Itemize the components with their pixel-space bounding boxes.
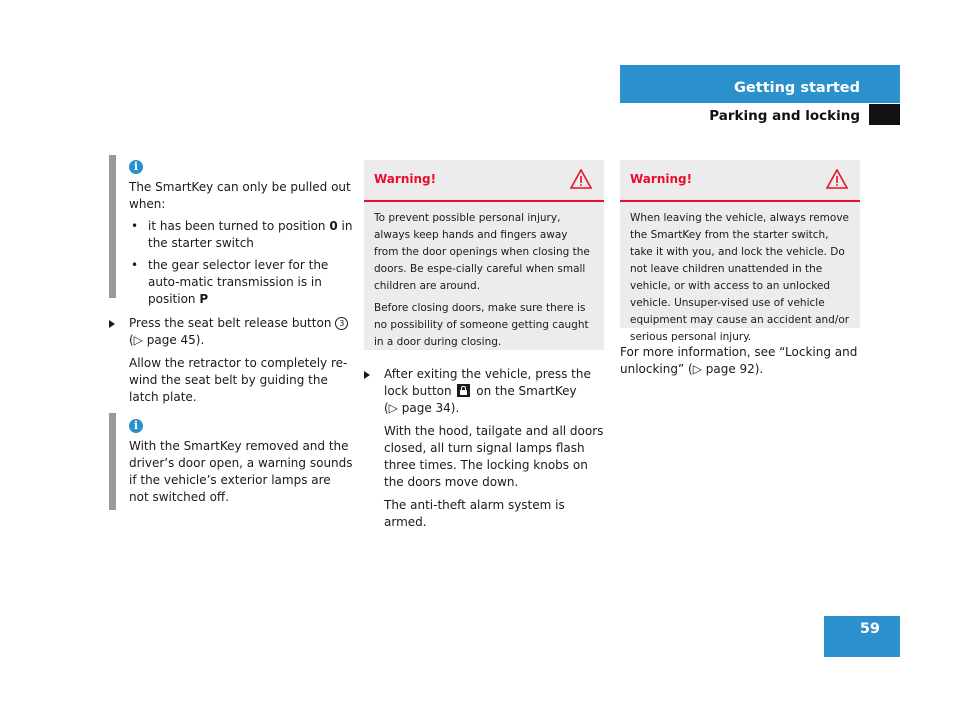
info-intro: The SmartKey can only be pulled out when:	[129, 180, 351, 211]
subsection-title: Parking and locking	[709, 108, 860, 124]
info-bar	[109, 155, 116, 298]
step-arrow-icon	[109, 320, 115, 328]
info-box-warning-sound: With the SmartKey removed and the driver’s door open, a warning sounds if the vehicle’s exterior lamps are not switched off.	[129, 439, 353, 504]
bullet-item: • the gear selector lever for the auto-matic transmission is in position P	[129, 257, 354, 308]
info-box-smartkey	[129, 179, 354, 308]
warning-body: To prevent possible personal injury, always keep hands and fingers away from the door openings when closing the doors. Be espe-cially careful when small children are around. Before closing doors, make sure there is no possibility of someone getting caught in a door during closing.	[374, 212, 590, 348]
item-number-icon: 3	[335, 317, 348, 330]
warning-body: When leaving the vehicle, always remove the SmartKey from the starter switch, take it with you, and lock the vehicle. Do not leave children unattended in the vehicle, or with access to an unlocked vehicle. Unsuper-vised use of vehicle equipment may cause an accident and/or serious personal injury.	[630, 212, 850, 343]
section-title: Getting started	[734, 80, 860, 96]
step-detail: Allow the retractor to completely re-wind the seat belt by guiding the latch plate.	[129, 356, 348, 404]
step-lock-vehicle: After exiting the vehicle, press the lock button on the SmartKey (▷ page 34). With the hood, tailgate and all doors closed, all turn signal lamps flash three times. The locking knobs on the doors move down. The anti-theft alarm system is armed.	[384, 366, 606, 531]
warning-triangle-icon	[826, 169, 848, 189]
page-reference: (▷ page 45).	[129, 333, 205, 347]
bullet-item: • it has been turned to position 0 in the starter switch	[129, 218, 354, 252]
info-icon: i	[129, 160, 143, 174]
warning-box-leaving-vehicle	[620, 160, 860, 343]
warning-title: Warning!	[630, 172, 693, 186]
info-bar	[109, 413, 116, 510]
step-detail: With the hood, tailgate and all doors closed, all turn signal lamps flash three times. The locking knobs on the doors move down.	[384, 424, 604, 489]
warning-triangle-icon	[570, 169, 592, 189]
warning-title: Warning!	[374, 172, 437, 186]
lock-icon	[457, 384, 470, 397]
step-arrow-icon	[364, 371, 370, 379]
warning-box-doors	[364, 160, 604, 350]
page-reference: (▷ page 34).	[384, 401, 460, 415]
warning-header	[620, 160, 860, 202]
info-icon: i	[129, 419, 143, 433]
step-detail: The anti-theft alarm system is armed.	[384, 498, 565, 529]
more-info-reference: For more information, see “Locking and unlocking” (▷ page 92).	[620, 345, 858, 376]
header-marker	[869, 104, 900, 125]
warning-header	[364, 160, 604, 202]
step-seat-belt: Press the seat belt release button 3 (▷ page 45). Allow the retractor to completely re-wind the seat belt by guiding the latch plate.	[129, 315, 354, 406]
page-number: 59	[859, 621, 880, 637]
